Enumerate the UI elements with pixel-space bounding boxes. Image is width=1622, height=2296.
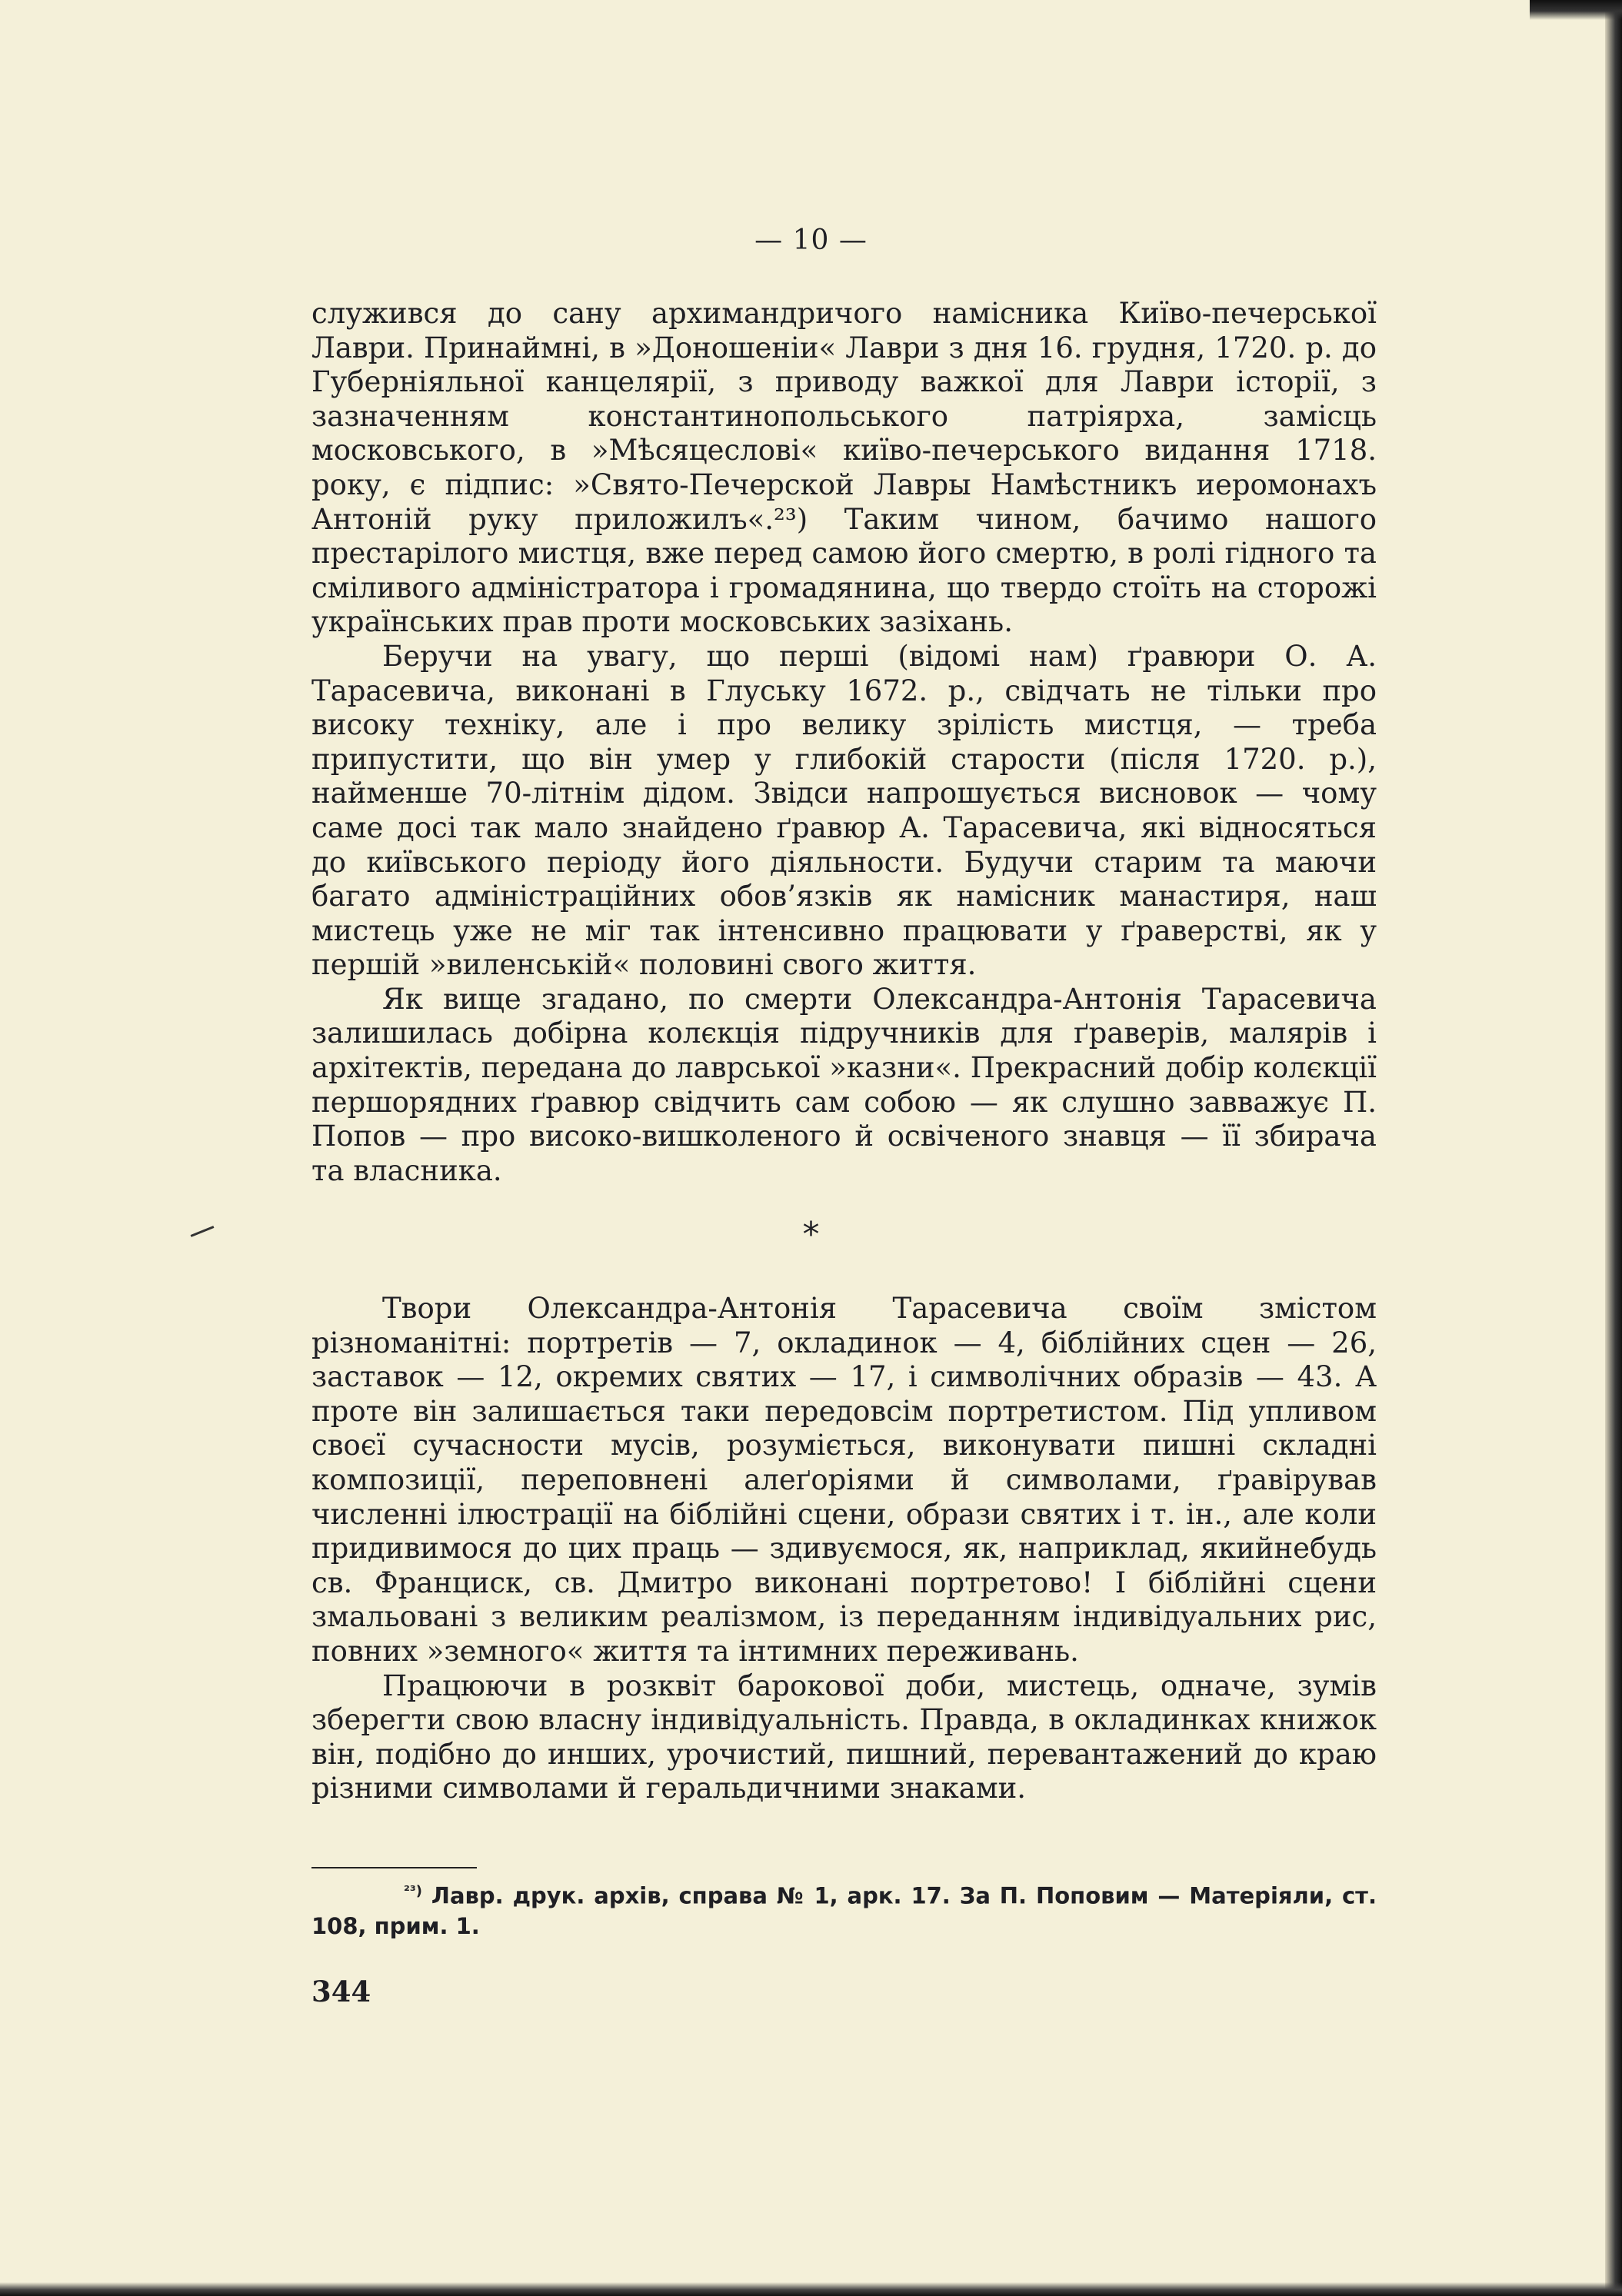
page-number: — 10 — — [754, 225, 868, 256]
footnote-marker: ²³) — [404, 1883, 422, 1899]
sheet-number: 344 — [311, 1975, 371, 2008]
footnote-text: Лавр. друк. архів, справа № 1, арк. 17. За П. Поповим — Матеріяли, ст. 108, прим. 1. — [311, 1882, 1377, 1939]
footnote-separator — [311, 1867, 477, 1868]
section-divider-asterisk: * — [802, 1215, 820, 1254]
body-text-section-2 — [311, 1292, 1377, 1806]
scan-edge-bottom — [0, 2282, 1622, 2296]
scan-edge-right — [1605, 0, 1622, 2296]
body-text-section-1 — [311, 297, 1377, 1188]
paragraph: Твори Олександра-Антонія Тарасевича своїм змістом різноманітні: портретів — 7, окладинок — 4, біблійних сцен — 26, заставок — 12, окремих святих — 17, і символічних образів — 43. А проте він залишається таки передовсім портретистом. Під упливом своєї сучасности мусів, розуміється, виконувати пишні складні композиції, переповнені алеґоріями й символами, ґравірував численні ілюстрації на біблійні сцени, образи святих і т. ін., але коли придивимося до цих праць — здивуємося, як, наприклад, якийнебудь св. Франциск, св. Дмитро виконані портретово! І біблійні сцени змальовані з великим реалізмом, із переданням індивідуальних рис, повних »земного« життя та інтимних переживань. — [311, 1292, 1377, 1668]
footnote — [311, 1876, 1377, 1942]
paragraph: Беручи на увагу, що перші (відомі нам) ґравюри О. А. Тарасевича, виконані в Глуську 1672. р., свідчать не тільки про високу техніку, але і про велику зрілість мистця, — треба припустити, що він умер у глибокій старости (після 1720. р.), найменше 70-літнім дідом. Звідси напрошується висновок — чому саме досі так мало знайдено ґравюр А. Тарасевича, які відносяться до київського періоду його діяльности. Будучи старим та маючи багато адміністраційних обов’язків як намісник манастиря, наш мистець уже не міг так інтенсивно працювати у ґраверстві, як у першій »виленській« половині свого життя. — [311, 639, 1377, 982]
scan-edge-top — [1530, 0, 1622, 20]
paragraph: Працюючи в розквіт барокової доби, мистець, одначе, зумів зберегти свою власну індивідуальність. Правда, в окладинках книжок він, подібно до инших, урочистий, пишний, перевантажений до краю різними символами й геральдичними знаками. — [311, 1669, 1377, 1805]
paragraph: Як вище згадано, по смерти Олександра-Антонія Тарасевича залишилась добірна колєкція підручників для ґраверів, малярів і архітектів, передана до лаврської »казни«. Прекрасний добір колєкції першорядних ґравюр свідчить сам собою — як слушно завважує П. Попов — про високо-вишколеного й освіченого знавця — її збирача та власника. — [311, 982, 1377, 1187]
paragraph: служився до сану архимандричого намісника Київо-печерської Лаври. Принаймні, в »Доношеніи« Лаври з дня 16. грудня, 1720. р. до Губерніяльної канцелярії, з приводу важкої для Лаври історії, з зазначенням константинопольського патріярха, замісць московського, в »Мѣсяцеслові« київо-печерського видання 1718. року, є підпис: »Свято-Печерской Лавры Намѣстникъ иеромонахъ Антоній руку приложилъ«.²³) Таким чином, бачимо нашого престарілого мистця, вже перед самою його смертю, в ролі гідного та сміливого адміністратора і громадянина, що твердо стоїть на сторожі українських прав проти московських зазіхань. — [311, 297, 1377, 639]
